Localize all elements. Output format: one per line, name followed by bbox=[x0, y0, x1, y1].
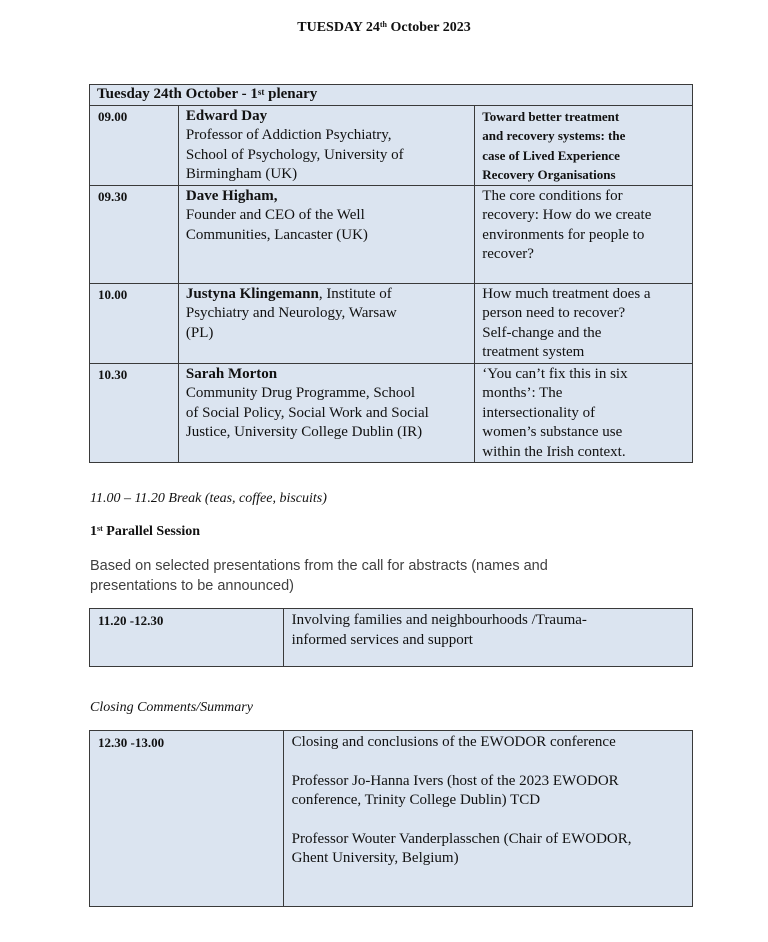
parallel-heading-text: 1 bbox=[90, 524, 97, 539]
speaker-name: Sarah Morton bbox=[185, 365, 278, 382]
talk-title-line: treatment system bbox=[482, 344, 585, 360]
break-note: 11.00 – 11.20 Break (teas, coffee, biscuits) bbox=[90, 491, 327, 506]
session-time: 10.00 bbox=[90, 283, 179, 363]
session-time: 12.30 -13.00 bbox=[90, 731, 284, 907]
session-description bbox=[283, 609, 692, 667]
title-sup: th bbox=[379, 20, 387, 29]
parallel-session-note bbox=[90, 556, 548, 596]
speaker-name: Dave Higham, bbox=[185, 187, 278, 204]
speaker-affiliation: , Institute of bbox=[318, 285, 392, 302]
talk-title-line: recover? bbox=[482, 246, 534, 262]
parallel-heading-sup: st bbox=[97, 524, 103, 533]
plenary-header-sup: st bbox=[257, 87, 265, 97]
page-title bbox=[0, 20, 768, 36]
speaker-affiliation: Justice, University College Dublin (IR) bbox=[185, 424, 423, 440]
table-row bbox=[90, 105, 693, 185]
speaker-affiliation: School of Psychology, University of bbox=[185, 146, 404, 163]
talk-title-cell bbox=[475, 105, 693, 185]
table-row bbox=[90, 609, 693, 667]
speaker-name: Edward Day bbox=[185, 107, 268, 124]
session-time: 11.20 -12.30 bbox=[90, 609, 284, 667]
note-line: presentations to be announced) bbox=[90, 578, 294, 594]
talk-title-line: within the Irish context. bbox=[482, 443, 626, 460]
title-text: TUESDAY 24 bbox=[297, 20, 380, 35]
talk-title-line: How much treatment does a bbox=[482, 285, 651, 302]
table-row bbox=[90, 283, 693, 363]
host-line: conference, Trinity College Dublin) TCD bbox=[291, 792, 541, 808]
closing-line: Closing and conclusions of the EWODOR conference bbox=[291, 734, 616, 750]
speaker-cell bbox=[178, 185, 474, 283]
talk-title-line: and recovery systems: the bbox=[482, 128, 626, 143]
speaker-affiliation: (PL) bbox=[185, 324, 214, 341]
session-time: 09.00 bbox=[90, 105, 179, 185]
talk-title-line: intersectionality of bbox=[482, 404, 596, 421]
description-line: informed services and support bbox=[291, 631, 473, 648]
talk-title-line: Self-change and the bbox=[482, 324, 602, 341]
talk-title-line: environments for people to bbox=[482, 226, 645, 243]
table-row bbox=[90, 185, 693, 283]
closing-table bbox=[89, 730, 693, 907]
talk-title-cell bbox=[475, 363, 693, 463]
session-time: 09.30 bbox=[90, 185, 179, 283]
speaker-affiliation: Birmingham (UK) bbox=[185, 166, 298, 182]
talk-title-line: The core conditions for bbox=[482, 187, 623, 204]
chair-line: Professor Wouter Vanderplasschen (Chair of EWODOR, bbox=[291, 830, 632, 847]
plenary-header-row bbox=[90, 85, 693, 106]
talk-title-line: months’: The bbox=[482, 385, 563, 401]
talk-title-line: Toward better treatment bbox=[482, 108, 620, 124]
talk-title-cell bbox=[475, 283, 693, 363]
parallel-session-table bbox=[89, 608, 693, 667]
talk-title-cell bbox=[475, 185, 693, 283]
speaker-cell bbox=[178, 283, 474, 363]
plenary-header-text: Tuesday 24th October - 1 bbox=[97, 86, 258, 102]
parallel-session-heading bbox=[90, 524, 200, 540]
speaker-cell bbox=[178, 105, 474, 185]
note-line: Based on selected presentations from the call for abstracts (names and bbox=[90, 558, 548, 574]
talk-title-line: Recovery Organisations bbox=[482, 167, 616, 182]
session-description bbox=[283, 731, 692, 907]
speaker-affiliation: Communities, Lancaster (UK) bbox=[185, 226, 368, 243]
plenary-table bbox=[89, 84, 693, 463]
talk-title-line: person need to recover? bbox=[482, 305, 626, 321]
description-line: Involving families and neighbourhoods /Trauma- bbox=[291, 612, 587, 628]
table-row bbox=[90, 363, 693, 463]
speaker-affiliation: Psychiatry and Neurology, Warsaw bbox=[185, 305, 397, 321]
speaker-affiliation: Community Drug Programme, School bbox=[185, 385, 416, 401]
talk-title-line: recovery: How do we create bbox=[482, 207, 652, 223]
speaker-name: Justyna Klingemann bbox=[185, 285, 319, 302]
talk-title-line: women’s substance use bbox=[482, 424, 623, 440]
session-time: 10.30 bbox=[90, 363, 179, 463]
speaker-affiliation: Professor of Addiction Psychiatry, bbox=[185, 127, 392, 143]
plenary-header bbox=[90, 85, 693, 106]
parallel-heading-text-end: Parallel Session bbox=[102, 524, 201, 539]
host-line: Professor Jo-Hanna Ivers (host of the 2023 EWODOR bbox=[291, 772, 619, 789]
speaker-affiliation: of Social Policy, Social Work and Social bbox=[185, 404, 429, 421]
table-row bbox=[90, 731, 693, 907]
chair-line: Ghent University, Belgium) bbox=[291, 850, 459, 866]
speaker-cell bbox=[178, 363, 474, 463]
talk-title-line: case of Lived Experience bbox=[482, 147, 620, 163]
closing-heading: Closing Comments/Summary bbox=[90, 700, 253, 715]
speaker-affiliation: Founder and CEO of the Well bbox=[185, 207, 365, 223]
title-text-end: October 2023 bbox=[387, 20, 471, 35]
plenary-header-text-end: plenary bbox=[264, 86, 318, 102]
talk-title-line: ‘You can’t fix this in six bbox=[482, 365, 628, 382]
